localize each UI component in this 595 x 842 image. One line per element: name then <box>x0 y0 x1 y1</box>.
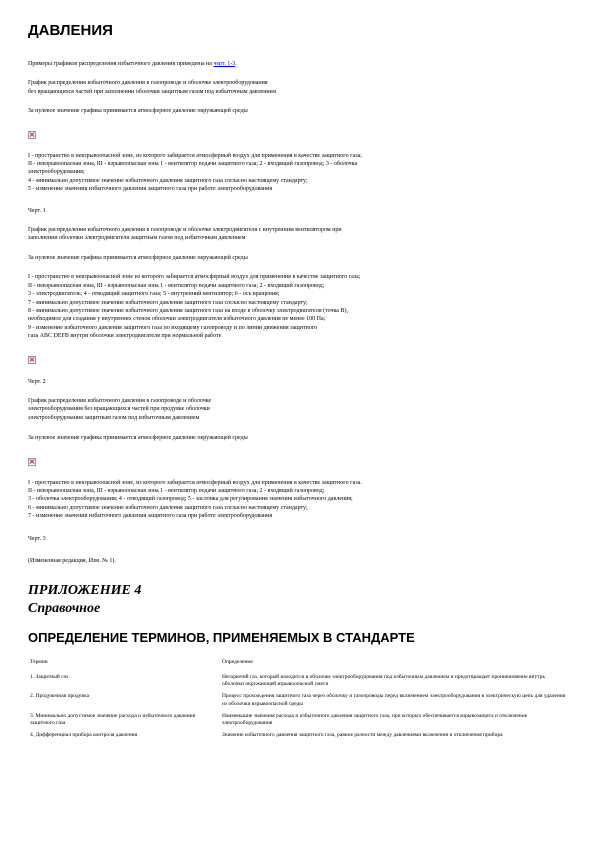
chart2-zero-note: За нулевое значение графика принимается атмосферное давление окружающей среды <box>28 254 248 261</box>
table-row <box>28 713 567 733</box>
legend-line: 9 - изменение избыточного давления защитного газа по входящему газопроводу и по линии движения защитного <box>28 324 318 331</box>
chart3-title-line: электрооборудования защитным газом под избыточным давлением <box>28 414 200 421</box>
legend-line: II - невзрывоопасная зона, III - взрывоопасная зона 1 - вентилятор подачи защитного газа; 2 - входящий газопровод; <box>28 487 325 494</box>
chart1-zero-note: За нулевое значение графика принимается атмосферное давление окружающей среды <box>28 108 248 115</box>
table-row <box>28 693 567 713</box>
legend-line: необходимое для создания у внутренних стенок оболочки электродвигателя избыточного давления не менее 100 Па; <box>28 316 326 323</box>
definition-cell: Негорючий газ, который находится в оболочке электрооборудования под избыточным давлением и предотвращает проникновение внутрь оболочки окружающей взрывоопасной смеси <box>222 673 545 687</box>
appendix-title: ПРИЛОЖЕНИЕ 4 <box>28 583 142 599</box>
column-header-term: Термин <box>30 659 48 666</box>
term-cell: 4. Дифференциал прибора контроля давления <box>30 732 138 739</box>
chart1-title-line: График распределения избыточного давления в газопроводе и оболочке электрооборудования <box>28 80 268 87</box>
legend-line: 5 - изменение значения избыточного давления защитного газа при работе электрооборудования <box>28 186 273 193</box>
chart3-legend <box>28 479 567 521</box>
broken-image-icon <box>28 131 36 139</box>
legend-line: 7 - минимально допустимое значение избыточного давления защитного газа согласно настоящему стандарту; <box>28 299 308 306</box>
chart-link[interactable]: черт. 1-3 <box>213 61 236 67</box>
broken-image-icon <box>28 356 36 364</box>
chart1-legend <box>28 152 567 194</box>
chart2-legend <box>28 273 567 340</box>
chart3-title-line: График распределения избыточного давления в газопроводе и оболочке <box>28 397 212 404</box>
legend-line: 3 - электродвигатель; 4 - отводящий защитного газа; 5 - внутренний вентилятор; 6 - ось вращения; <box>28 291 280 298</box>
legend-line: I - пространство в невзрывоопасной зоне, из которого забирается атмосферный воздух для применения в качестве защитного газа. <box>28 479 362 486</box>
definition-cell: Значение избыточного давления защитного газа, равное разности между давлениями включения и отключения прибора <box>222 732 503 739</box>
legend-line: 8 - минимально допустимое значение избыточного давления защитного газа на входе в оболочку электродвигателя (точка В), <box>28 307 348 314</box>
legend-line: 3 - оболочка электрооборудования; 4 - отводящий газопровод; 5 - заслонка для регулирования значения избыточного давления; <box>28 496 353 503</box>
chart1-label: Черт. 1 <box>28 207 46 214</box>
intro-text: Примеры графиков распределения избыточного давления приведены на <box>28 61 214 67</box>
chart2-title-line: заполнении оболочки электродвигателя защитным газом под избыточным давлением <box>28 235 246 242</box>
intro-paragraph <box>28 60 567 68</box>
revision-note: (Измененная редакция, Изм. № 1). <box>28 558 116 564</box>
definitions-heading: ОПРЕДЕЛЕНИЕ ТЕРМИНОВ, ПРИМЕНЯЕМЫХ В СТАНДАРТЕ <box>28 630 415 646</box>
term-cell: 2. Продувочная продувка <box>30 693 90 700</box>
legend-line: II - невзрывоопасная зона, III - взрывоопасная зона 1 - вентилятор подачи защитного газа; 2 - входящий газопровод; 3 - оболочка <box>28 161 358 168</box>
definition-cell: Наименьшие значения расхода и избыточного давления защитного газа, при которых обеспечивается взрывозащита и отключение электрооборудования <box>222 712 528 727</box>
chart2-title <box>28 226 567 243</box>
legend-line: 4 - минимально допустимое значение избыточного давления защитного газа согласно настоящему стандарту; <box>28 177 308 184</box>
legend-line: I - пространство в невзрывоопасной зоне, из которого забирается атмосферный воздух для применения в качестве защитного газа; <box>28 152 362 159</box>
table-row <box>28 732 567 744</box>
legend-line: II - невзрывоопасная зона, III - взрывоопасная зона 1 - вентилятор подачи защитного газа; 2 - входящий газопровод; <box>28 282 325 289</box>
column-header-definition: Определение <box>222 659 253 666</box>
legend-line: 7 - изменение значения избыточного давления защитного газа при работе электрооборудования <box>28 513 273 520</box>
term-cell: 3. Минимально допустимое значение расхода и избыточного давления защитного газа <box>30 712 196 727</box>
chart3-title <box>28 397 567 422</box>
legend-line: I - пространство в невзрывоопасной зоне из которого забирается атмосферный воздух для применения в качестве защитного газа; <box>28 274 361 281</box>
definition-cell: Процесс прохождения защитного газа через оболочку и газопроводы перед включением электрооборудования в электрическую цепь для удаления из оболочки взрывоопасной среды <box>222 693 566 707</box>
table-header-row <box>28 659 567 673</box>
chart2-title-line: График распределения избыточного давления в газопроводе и оболочке электродвигателя с внутренним вентилятором при <box>28 227 342 234</box>
term-cell: 1. Защитный газ <box>30 673 69 680</box>
chart3-zero-note: За нулевое значение графика принимается атмосферное давление окружающей среды <box>28 435 248 442</box>
broken-image-icon <box>28 458 36 466</box>
table-row <box>28 674 567 694</box>
chart1-title-line: без вращающихся частей при заполнении оболочки защитным газом под избыточным давлением <box>28 88 277 95</box>
legend-line: газа АВС DEFB внутри оболочки электродвигателя при нормальной работе <box>28 333 222 340</box>
legend-line: 6 - минимально допустимое значение избыточного давления защитного газа согласно настоящему стандарту; <box>28 504 308 511</box>
appendix-header <box>28 582 567 618</box>
chart3-label: Черт. 3 <box>28 535 46 542</box>
legend-line: электрооборудования; <box>28 169 85 176</box>
intro-end: . <box>235 61 237 67</box>
appendix-subtitle: Справочное <box>28 601 101 617</box>
chart3-title-line: электрооборудования без вращающихся частей при продувке оболочки <box>28 406 210 413</box>
section-heading: ДАВЛЕНИЯ <box>28 22 113 39</box>
terms-table <box>28 659 567 744</box>
chart1-title <box>28 79 567 96</box>
chart2-label: Черт. 2 <box>28 378 46 385</box>
